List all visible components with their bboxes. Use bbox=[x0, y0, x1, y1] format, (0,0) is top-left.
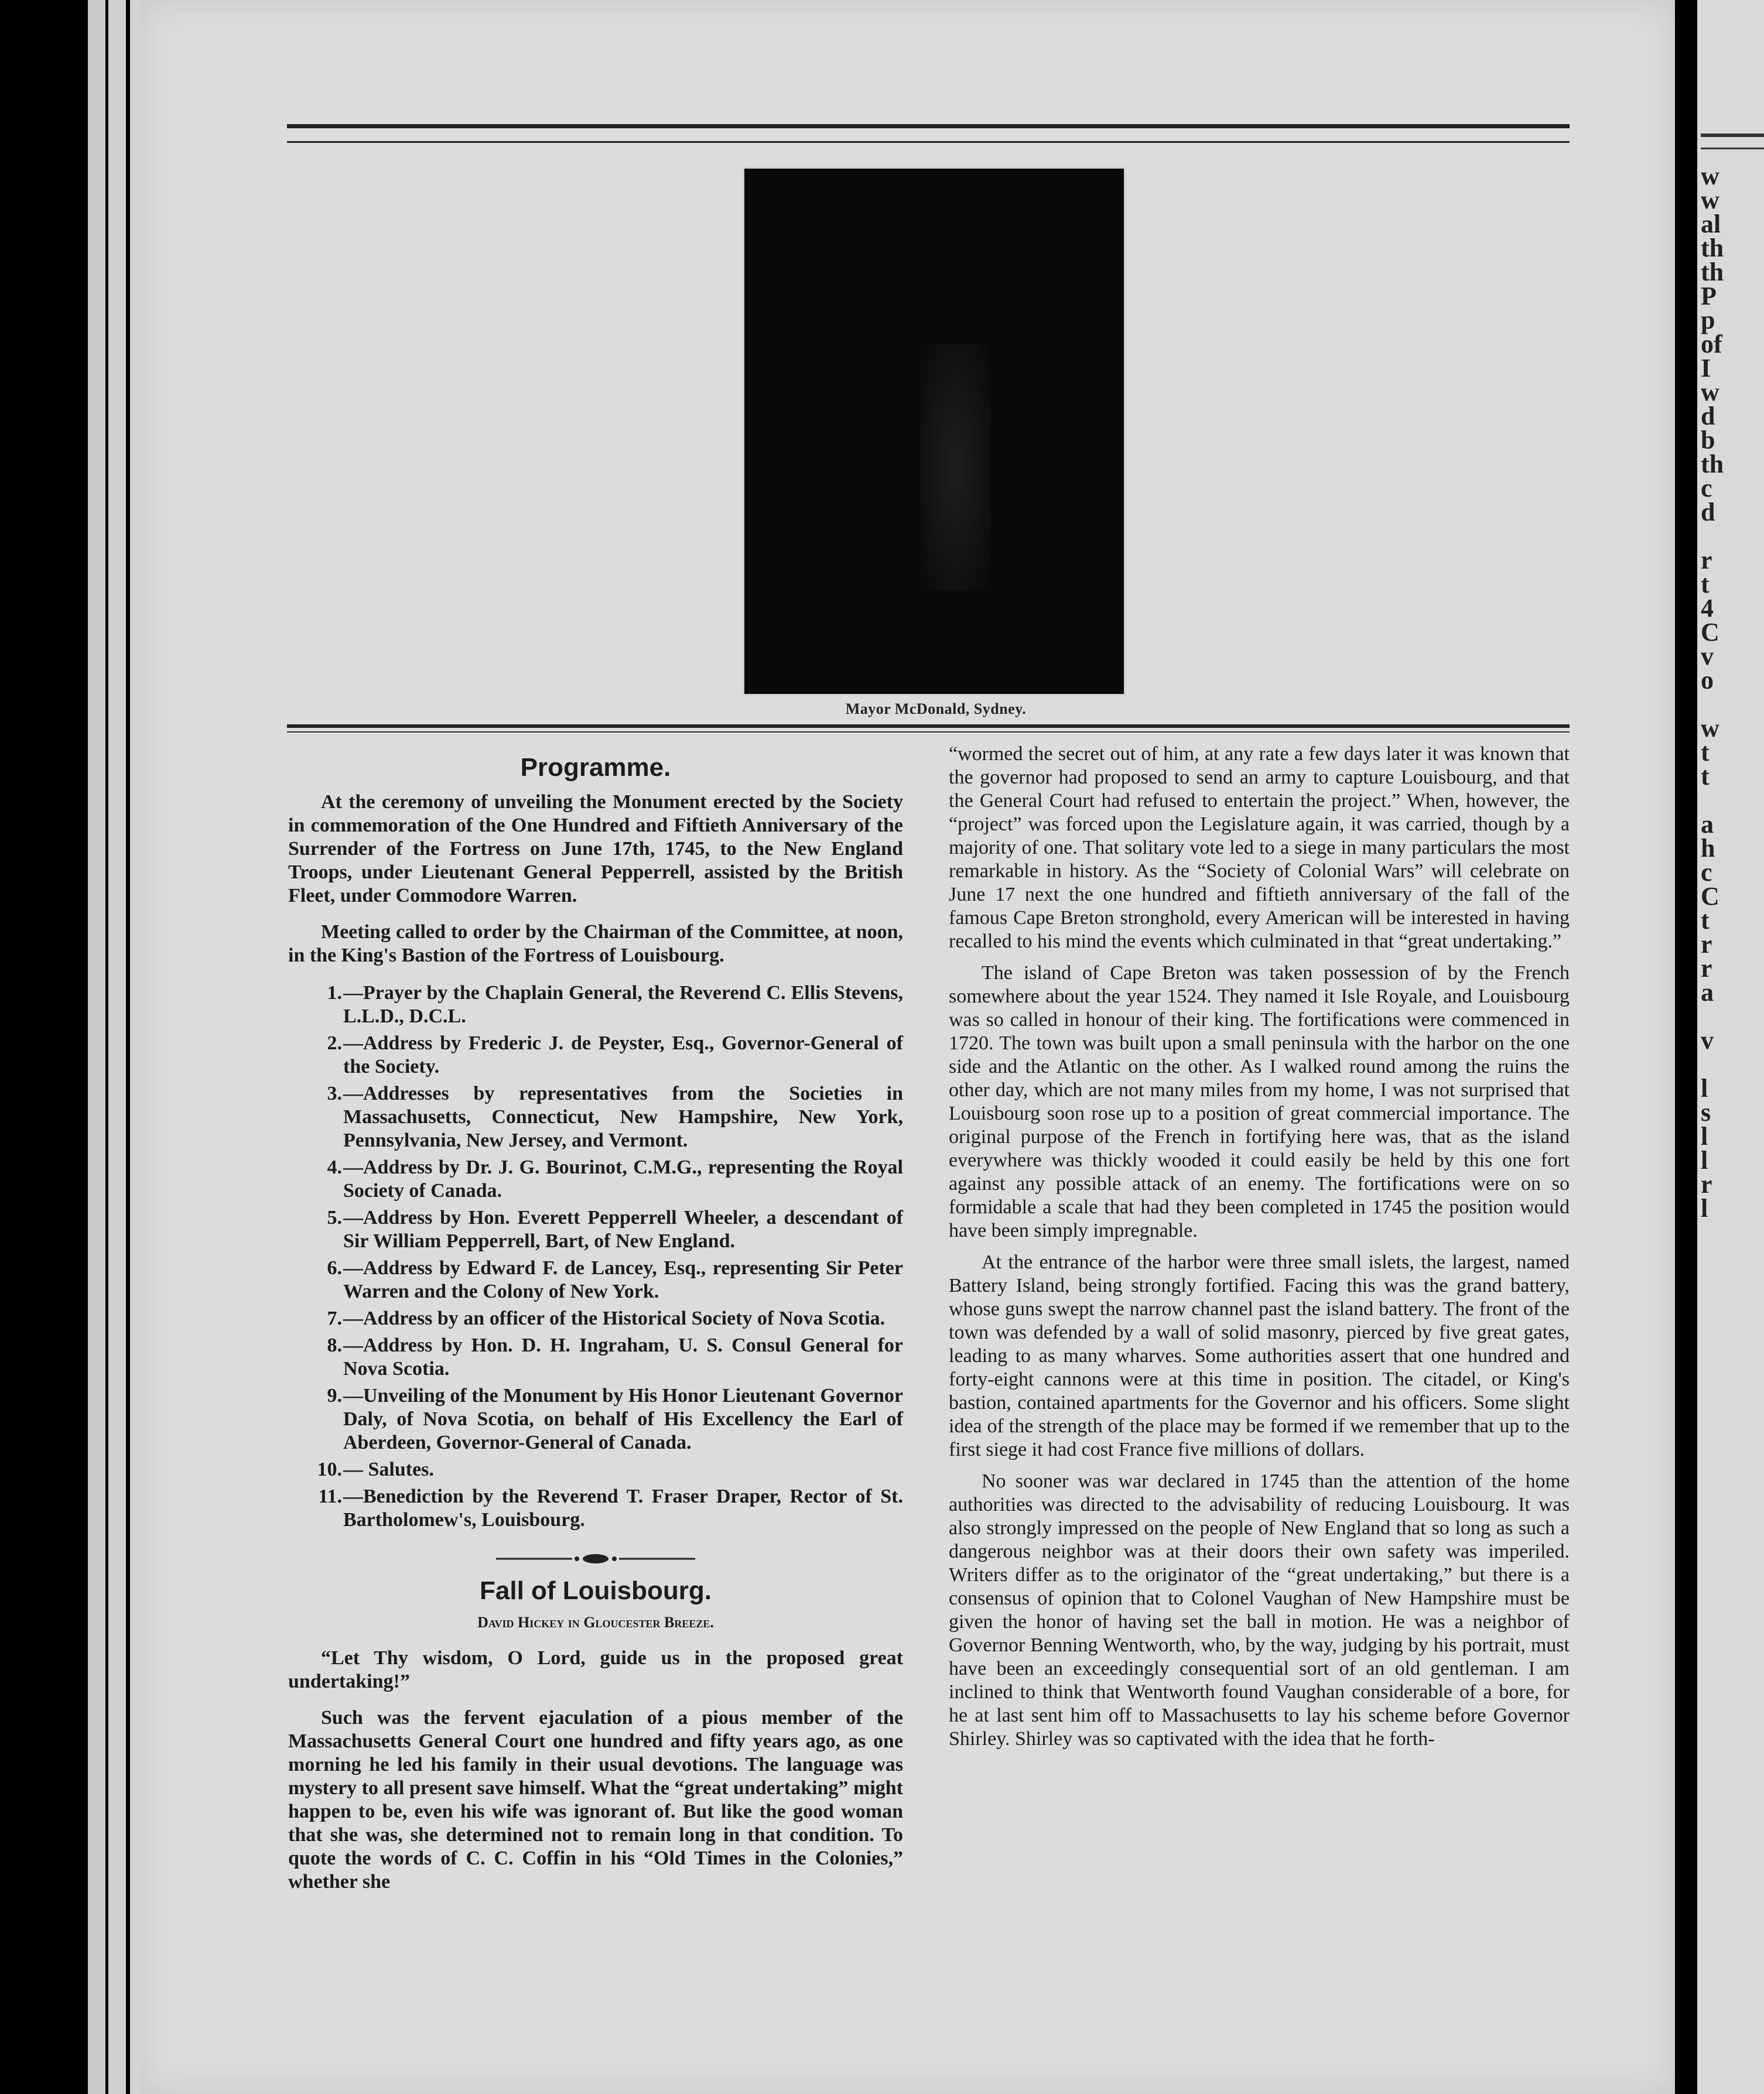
item-number: 8. bbox=[327, 1335, 342, 1356]
adjacent-page-fragment: w bbox=[1701, 378, 1719, 406]
adjacent-page-rule bbox=[1701, 134, 1764, 149]
programme-item bbox=[288, 981, 903, 1028]
adjacent-page-fragment: th bbox=[1701, 234, 1724, 262]
article-paragraph: Such was the fervent ejaculation of a pious member of the Massachusetts General Court one hundred and fifty years ago, as one morning he led his family in their usual devotions. The language was mystery to all present save himself. What the “great undertaking” might happen to be, even his wife was ignorant of. But like the good woman that she was, she determined not to remain long in that condition. To quote the words of C. C. Coffin in his “Old Times in the Colonies,” whether she bbox=[288, 1707, 903, 1893]
item-number: 7. bbox=[327, 1308, 342, 1329]
item-text: —Address by Frederic J. de Peyster, Esq., Governor-General of the Society. bbox=[343, 1032, 903, 1077]
programme-item bbox=[288, 1082, 903, 1152]
programme-item bbox=[288, 1485, 903, 1532]
programme-item bbox=[288, 1156, 903, 1203]
adjacent-page-fragment bbox=[1701, 692, 1764, 716]
portrait-photo bbox=[743, 167, 1126, 696]
left-column bbox=[288, 743, 903, 1894]
adjacent-page-fragment: r bbox=[1701, 1170, 1712, 1199]
adjacent-page-fragment: o bbox=[1701, 666, 1714, 694]
programme-item bbox=[288, 1458, 903, 1481]
item-text: —Addresses by representatives from the Societies in Massachusetts, Connecticut, New Hampshire, New York, Pennsylvania, New Jersey, and Vermont. bbox=[343, 1083, 903, 1151]
adjacent-page-fragment: r bbox=[1701, 546, 1712, 574]
item-text: —Address by Edward F. de Lancey, Esq., representing Sir Peter Warren and the Colony of New York. bbox=[343, 1257, 903, 1302]
item-number: 4. bbox=[327, 1157, 342, 1178]
item-number: 2. bbox=[327, 1032, 342, 1054]
programme-list bbox=[288, 981, 903, 1532]
photo-caption: Mayor McDonald, Sydney. bbox=[845, 700, 1027, 717]
adjacent-page-fragment: t bbox=[1701, 762, 1710, 791]
programme-item bbox=[288, 1032, 903, 1079]
right-column bbox=[949, 743, 1570, 1751]
article-title: Fall of Louisbourg. bbox=[480, 1576, 712, 1605]
adjacent-page-fragment: I bbox=[1701, 354, 1711, 382]
programme-title: Programme. bbox=[520, 753, 671, 782]
programme-item bbox=[288, 1307, 903, 1330]
item-text: —Address by Hon. Everett Pepperrell Wheeler, a descendant of Sir William Pepperrell, Bart, of New England. bbox=[343, 1207, 903, 1252]
adjacent-page-fragment: l bbox=[1701, 1074, 1708, 1103]
adjacent-page-fragment: t bbox=[1701, 906, 1710, 935]
page-edge bbox=[130, 0, 141, 2094]
adjacent-page-fragment: d bbox=[1701, 402, 1715, 430]
programme-item bbox=[288, 1206, 903, 1253]
section-rule bbox=[287, 724, 1570, 734]
adjacent-page-fragment: b bbox=[1701, 426, 1715, 454]
adjacent-page-fragment: th bbox=[1701, 450, 1724, 478]
adjacent-page-fragment: h bbox=[1701, 834, 1715, 863]
item-text: —Address by an officer of the Historical Society of Nova Scotia. bbox=[343, 1308, 886, 1329]
adjacent-page-fragment: a bbox=[1701, 810, 1714, 839]
programme-item bbox=[288, 1257, 903, 1303]
article-paragraph: No sooner was war declared in 1745 than the attention of the home authorities was directed to the advisability of reducing Louisbourg. It was also strongly impressed on the people of New England that so long as such a dangerous neighbor was at their doors their own safety was imperiled. Writers differ as to the originator of the “great undertaking,” but there is a consensus of opinion that to Colonel Vaughan of New Hampshire must be given the honor of having set the ball in motion. He was a neighbor of Governor Benning Wentworth, who, by the way, judging by his portrait, must have been an exceedingly consequential sort of an old gentleman. I am inclined to think that Wentworth found Vaughan considerable of a bore, for he at last sent him off to Massachusetts to lay his scheme before Governor Shirley. Shirley was so captivated with the idea that he forth- bbox=[949, 1470, 1570, 1750]
adjacent-page-fragment: a bbox=[1701, 978, 1714, 1007]
item-number: 6. bbox=[327, 1257, 342, 1279]
article-paragraph: “wormed the secret out of him, at any rate a few days later it was known that the governor had proposed to send an army to capture Louisbourg, and that the General Court had refused to entertain the project.” When, however, the “project” was forced upon the Legislature again, it was carried, though by a majority of one. That solitary vote led to a siege in many particulars the most remarkable in history. As the “Society of Colonial Wars” will celebrate on June 17 next the one hundred and fiftieth anniversary of the fall of the famous Cape Breton stronghold, every American will be interested in having recalled to his mind the events which culminated in that “great undertaking.” bbox=[949, 743, 1570, 952]
adjacent-page-fragment: th bbox=[1701, 258, 1724, 286]
item-number: 11. bbox=[318, 1486, 342, 1507]
item-text: — Salutes. bbox=[343, 1459, 434, 1480]
item-number: 1. bbox=[327, 982, 342, 1004]
adjacent-page-fragment: t bbox=[1701, 738, 1710, 767]
ornament-icon bbox=[496, 1552, 695, 1566]
page-edge bbox=[88, 0, 105, 2094]
adjacent-page-fragment: c bbox=[1701, 858, 1712, 887]
programme-meeting: Meeting called to order by the Chairman of the Committee, at noon, in the King's Bastion of the Fortress of Louisbourg. bbox=[288, 921, 903, 966]
article-paragraph: At the entrance of the harbor were three small islets, the largest, named Battery Island, being strongly fortified. Facing this was the grand battery, whose guns swept the narrow channel past the island battery. The front of the town was defended by a wall of solid masonry, pierced by five great gates, leading to as many wharves. Some authorities assert that one hundred and forty-eight cannons were at this time in position. The citadel, or King's bastion, contained apartments for the Governor and his officers. Some slight idea of the strength of the place may be formed if we remember that up to the first siege it had cost France five millions of dollars. bbox=[949, 1251, 1570, 1460]
adjacent-page-fragment: P bbox=[1701, 282, 1717, 310]
adjacent-page-fragment bbox=[1701, 1052, 1764, 1076]
programme-item bbox=[288, 1384, 903, 1455]
item-number: 5. bbox=[327, 1207, 342, 1229]
adjacent-page-fragment: v bbox=[1701, 1026, 1714, 1055]
programme-intro: At the ceremony of unveiling the Monument erected by the Society in commemoration of the One Hundred and Fiftieth Anniversary of the Surrender of the Fortress on June 17th, 1745, to the New England Troops, under Lieutenant General Pepperrell, assisted by the British Fleet, under Commodore Warren. bbox=[288, 791, 903, 906]
adjacent-page-fragment: d bbox=[1701, 498, 1715, 526]
adjacent-page-fragment: C bbox=[1701, 618, 1719, 646]
item-number: 10. bbox=[317, 1459, 342, 1480]
adjacent-page-fragment: w bbox=[1701, 714, 1719, 743]
adjacent-page-fragment: l bbox=[1701, 1146, 1708, 1175]
adjacent-page-fragment: c bbox=[1701, 474, 1712, 502]
adjacent-page-fragment: 4 bbox=[1701, 594, 1714, 622]
ornament-divider bbox=[288, 1552, 903, 1566]
article-paragraph: “Let Thy wisdom, O Lord, guide us in the proposed great undertaking!” bbox=[288, 1647, 903, 1692]
article-paragraph: The island of Cape Breton was taken possession of by the French somewhere about the year 1524. They named it Isle Royale, and Louisbourg was so called in honour of their king. The fortifications were commenced in 1720. The town was built upon a small peninsula with the harbor on the one side and the Atlantic on the other. As I walked round among the ruins the other day, which are not many miles from my home, I was not surprised that Louisbourg soon rose up to a position of great commercial importance. The original purpose of the French in fortifying here was, that as the island everywhere was thickly wooded it could easily be held by this one fort against any possible attack of an enemy. The fortifications were on so formidable a scale that had they been completed in 1745 the position would have been simply impregnable. bbox=[949, 962, 1570, 1241]
adjacent-page-fragment: w bbox=[1701, 162, 1719, 190]
adjacent-page-fragment bbox=[1701, 524, 1764, 548]
adjacent-page-fragment: p bbox=[1701, 306, 1715, 334]
adjacent-page-fragment: al bbox=[1701, 210, 1721, 238]
header-rule bbox=[287, 124, 1570, 143]
portrait-figure bbox=[920, 344, 990, 590]
item-number: 3. bbox=[327, 1083, 342, 1104]
adjacent-page-fragment: v bbox=[1701, 642, 1714, 670]
adjacent-page-fragment: r bbox=[1701, 930, 1712, 959]
adjacent-page-fragment bbox=[1701, 1004, 1764, 1028]
adjacent-page-fragment: w bbox=[1701, 186, 1719, 214]
item-text: —Address by Dr. J. G. Bourinot, C.M.G., representing the Royal Society of Canada. bbox=[343, 1157, 903, 1202]
adjacent-page-sliver bbox=[1697, 0, 1764, 2094]
item-text: —Unveiling of the Monument by His Honor Lieutenant Governor Daly, of Nova Scotia, on behalf of His Excellency the Earl of Aberdeen, Governor-General of Canada. bbox=[343, 1385, 903, 1453]
page-edge bbox=[108, 0, 126, 2094]
adjacent-page-text bbox=[1701, 162, 1764, 1223]
adjacent-page-fragment: t bbox=[1701, 570, 1710, 598]
item-text: —Address by Hon. D. H. Ingraham, U. S. Consul General for Nova Scotia. bbox=[343, 1335, 903, 1380]
item-text: —Prayer by the Chaplain General, the Reverend C. Ellis Stevens, L.L.D., D.C.L. bbox=[343, 982, 903, 1027]
item-number: 9. bbox=[327, 1385, 342, 1407]
adjacent-page-fragment: l bbox=[1701, 1194, 1708, 1223]
adjacent-page-fragment bbox=[1701, 788, 1764, 812]
adjacent-page-fragment: l bbox=[1701, 1122, 1708, 1151]
adjacent-page-fragment: C bbox=[1701, 882, 1719, 911]
programme-item bbox=[288, 1334, 903, 1381]
adjacent-page-fragment: s bbox=[1701, 1098, 1711, 1127]
adjacent-page-fragment: of bbox=[1701, 330, 1722, 358]
item-text: —Benediction by the Reverend T. Fraser Draper, Rector of St. Bartholomew's, Louisbourg. bbox=[343, 1486, 903, 1531]
article-byline: David Hickey in Gloucester Breeze. bbox=[477, 1614, 714, 1631]
adjacent-page-fragment: r bbox=[1701, 954, 1712, 983]
